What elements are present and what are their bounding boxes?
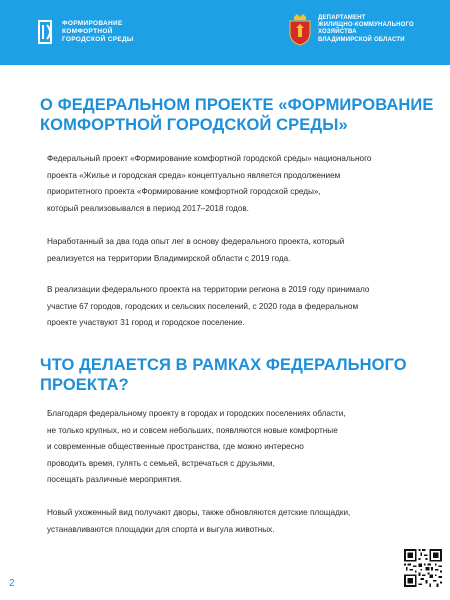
text-line: реализуется на территории Владимирской области с 2019 года. — [47, 253, 291, 263]
text-line: Новый ухоженный вид получают дворы, также обновляются детские площадки, — [47, 508, 351, 517]
text-line: Благодаря федеральному проекту в городах и городских поселениях области, — [47, 409, 346, 418]
department-name-line: ВЛАДИМИРСКОЙ ОБЛАСТИ — [318, 36, 405, 43]
heading-line: ПРОЕКТА? — [40, 376, 129, 394]
text-line: Федеральный проект «Формирование комфортной городской среды» национального — [47, 154, 372, 163]
text-line: Наработанный за два года опыт лег в основу федерального проекта, который — [47, 237, 345, 246]
paragraph-experience — [47, 234, 427, 267]
coat-of-arms-icon — [287, 13, 313, 46]
section-heading-about — [40, 95, 434, 135]
page-number: 2 — [9, 578, 15, 589]
text-line: В реализации федерального проекта на территории региона в 2019 году принимало — [47, 285, 370, 294]
department-name-line: ХОЗЯЙСТВА — [318, 29, 357, 36]
section-heading-activities — [40, 355, 407, 395]
heading-line: КОМФОРТНОЙ ГОРОДСКОЙ СРЕДЫ» — [40, 116, 348, 134]
program-name-line: ГОРОДСКОЙ СРЕДЫ — [62, 35, 134, 43]
text-line: который реализовывался в период 2017–2018 годов. — [47, 203, 249, 213]
text-line: не только крупных, но и совсем небольших, появляются новые комфортные — [47, 425, 338, 435]
text-line: участие 67 городов, городских и сельских поселений, с 2020 года в федеральном — [47, 301, 359, 311]
text-line: приоритетного проекта «Формирование комфортной городской среды», — [47, 187, 321, 196]
paragraph-project-origin — [47, 151, 427, 217]
qr-code-icon[interactable] — [404, 549, 442, 587]
program-name-line: КОМФОРТНОЙ — [62, 27, 113, 35]
page-header — [0, 0, 450, 65]
department-name — [318, 15, 414, 44]
program-logo-icon — [33, 18, 57, 46]
paragraph-participants — [47, 282, 427, 332]
heading-line: ЧТО ДЕЛАЕТСЯ В РАМКАХ ФЕДЕРАЛЬНОГО — [40, 356, 407, 374]
paragraph-public-spaces — [47, 406, 427, 489]
department-name-line: ЖИЛИЩНО-КОММУНАЛЬНОГО — [318, 22, 414, 29]
text-line: и современные общественные пространства, где можно интересно — [47, 442, 304, 451]
program-name-line: ФОРМИРОВАНИЕ — [62, 20, 123, 27]
heading-line: О ФЕДЕРАЛЬНОМ ПРОЕКТЕ «ФОРМИРОВАНИЕ — [40, 96, 434, 114]
text-line: проводить время, гулять с семьей, встречаться с друзьями, — [47, 458, 275, 468]
text-line: проекте участвуют 31 город и городское поселение. — [47, 318, 245, 327]
text-line: устанавливаются площадки для спорта и выгула животных. — [47, 524, 275, 534]
program-name — [62, 20, 134, 43]
paragraph-yards — [47, 505, 427, 538]
department-name-line: ДЕПАРТАМЕНТ — [318, 15, 366, 21]
text-line: посещать различные мероприятия. — [47, 475, 182, 484]
text-line: проекта «Жилье и городская среда» концептуально является продолжением — [47, 170, 341, 180]
